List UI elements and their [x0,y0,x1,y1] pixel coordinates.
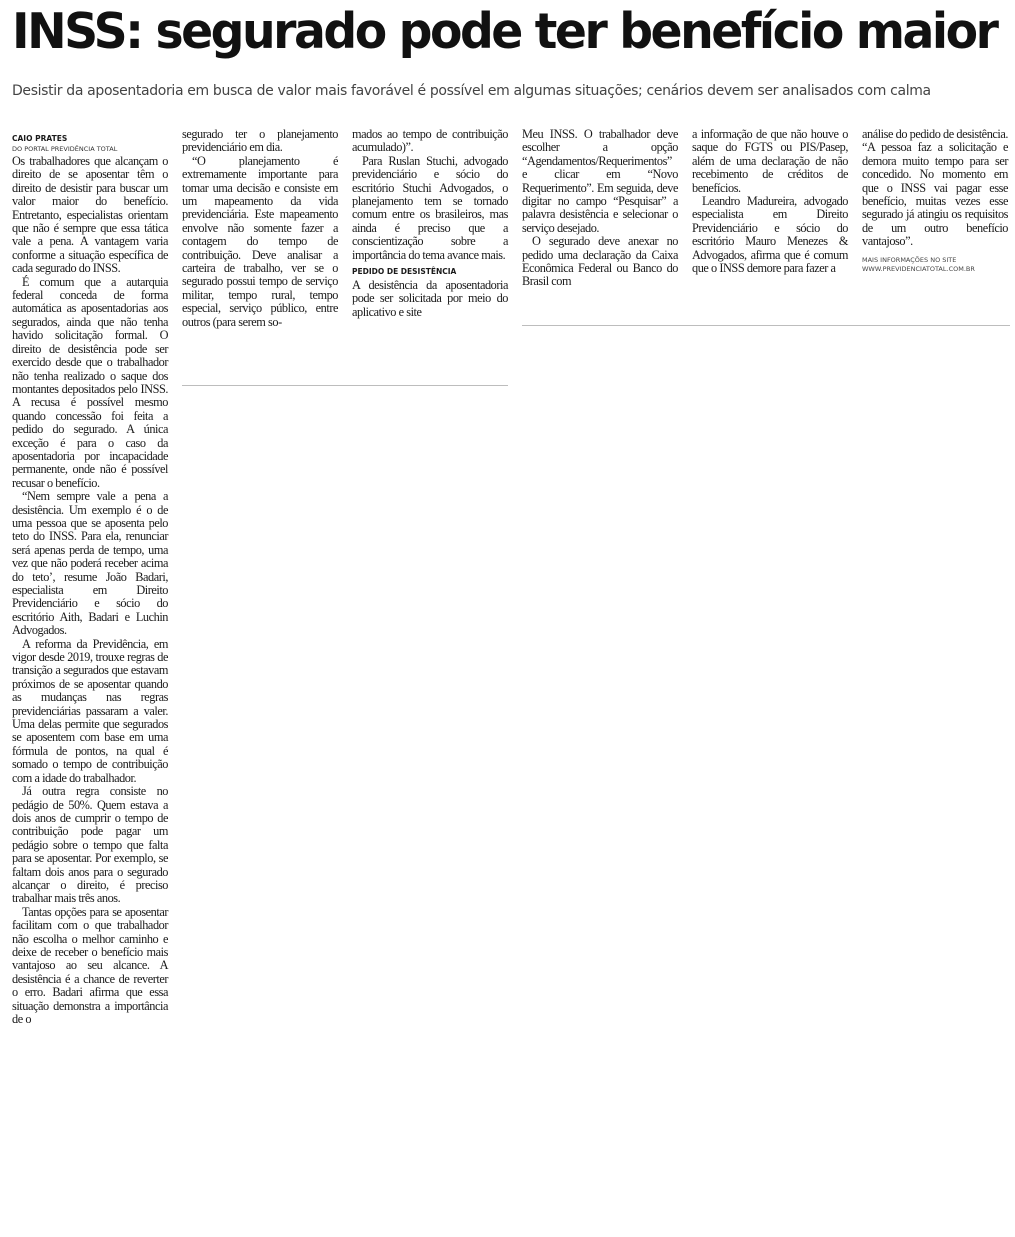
paragraph: A reforma da Previdência, em vigor desde 2019, trouxe regras de transição a segurados que estavam próximos de se aposentar quando as mudanças nas regras previdenciárias passaram a valer. Uma delas permite que segurados se aposentem com base em uma fórmula de pontos, na qual é somado o tempo de contribuição com a idade do trabalhador. [12,636,168,785]
column-divider [522,325,1010,326]
author-byline: CAIO PRATES [12,134,68,143]
column-divider [182,385,508,386]
paragraph: a informação de que não houve o saque do FGTS ou PIS/Pasep, além de uma declaração de não recebimento de créditos de benefícios. [692,127,848,195]
paragraph: Tantas opções para se aposentar facilitam com o que trabalhador não escolha o melhor caminho e deixe de receber o benefício mais vantajoso ao seu alcance. A desistência é a chance de reverter o erro. Badari afirma que essa situação demonstra a importância de o [12,904,168,1026]
paragraph: análise do pedido de desistência. “A pessoa faz a solicitação e demora muito tempo para ser concedido. No momento em que o INSS vai pagar esse benefício, muitas vezes esse segurado já atingiu os requisitos de um outro benefício vantajoso”. [862,127,1008,249]
source-url: WWW.PREVIDENCIATOTAL.COM.BR [862,264,975,273]
paragraph: segurado ter o planejamento previdenciário em dia. [182,127,338,155]
column-6 [862,128,1008,274]
column-4 [522,128,678,289]
paragraph: A desistência da aposentadoria pode ser solicitada por meio do aplicativo e site [352,278,508,319]
paragraph: É comum que a autarquia federal conceda de forma automática as aposentadorias aos segurados, ainda que não tenha havido solicitação formal. O direito de desistência pode ser exercido desde que o trabalhador não tenha realizado o saque dos montantes depositados pelo INSS. A recusa é possível mesmo quando concessão foi feita a pedido do segurado. A única exceção é para o caso da aposentadoria por incapacidade permanente, onde não é possível recusar o benefício. [12,274,168,490]
paragraph: Para Ruslan Stuchi, advogado previdenciário e sócio do escritório Stuchi Advogados, o planejamento tem se tornado comum entre os brasileiros, mas ainda é preciso que a conscientização sobre a importância do tema avance mais. [352,153,508,262]
column-3 [352,128,508,319]
section-heading: PEDIDO DE DESISTÊNCIA [352,267,457,277]
paragraph: Já outra regra consiste no pedágio de 50%. Quem estava a dois anos de cumprir o tempo de contribuição pode pagar um pedágio sobre o tempo que falta para se aposentar. Por exemplo, se faltam dois anos para o segurado alcançar o direito, é preciso trabalhar mais três anos. [12,784,168,906]
paragraph: O segurado deve anexar no pedido uma declaração da Caixa Econômica Federal ou Banco do Brasil com [522,234,678,289]
author-affiliation: DO PORTAL PREVIDÊNCIA TOTAL [12,145,118,153]
column-2 [182,128,338,329]
headline: INSS: segurado pode ter benefício maior [12,3,997,60]
paragraph: Os trabalhadores que alcançam o direito de se aposentar têm o direito de desistir para buscar um valor maior do benefício. Entretanto, especialistas orientam que não é sempre que essa tática vale a pena. A vantagem varia conforme a situação específica de cada segurado do INSS. [12,154,168,276]
paragraph: mados ao tempo de contribuição acumulado)”. [352,127,508,155]
paragraph: “O planejamento é extremamente importante para tomar uma decisão e consiste em um mapeamento da vida previdenciária. Este mapeamento envolve não somente fazer a contagem do tempo de contribuição. Deve analisar a carteira de trabalho, ver se o segurado possui tempo de serviço militar, tempo rural, tempo especial, serviço público, entre outros (para serem so- [182,153,338,329]
source-label: MAIS INFORMAÇÕES NO SITE [862,255,957,264]
paragraph: Leandro Madureira, advogado especialista em Direito Previdenciário e sócio do escritório Mauro Menezes & Advogados, afirma que é comum que o INSS demore para fazer a [692,194,848,276]
paragraph: “Nem sempre vale a pena a desistência. Um exemplo é o de uma pessoa que se aposenta pelo teto do INSS. Para ela, renunciar será apenas perda de tempo, uma vez que não poderá receber acima do teto’, resume João Badari, especialista em Direito Previdenciário e sócio do escritório Aith, Badari e Luchin Advogados. [12,489,168,638]
column-1 [12,131,168,1026]
column-5 [692,128,848,275]
paragraph: Meu INSS. O trabalhador deve escolher a opção “Agendamentos/Requerimentos” e clicar em “Novo Requerimento”. Em seguida, deve digitar no campo “Pesquisar” a palavra desistência e selecionar o serviço desejado. [522,127,678,235]
subheadline: Desistir da aposentadoria em busca de valor mais favorável é possível em algumas situações; cenários devem ser analisados com calma [12,83,931,99]
